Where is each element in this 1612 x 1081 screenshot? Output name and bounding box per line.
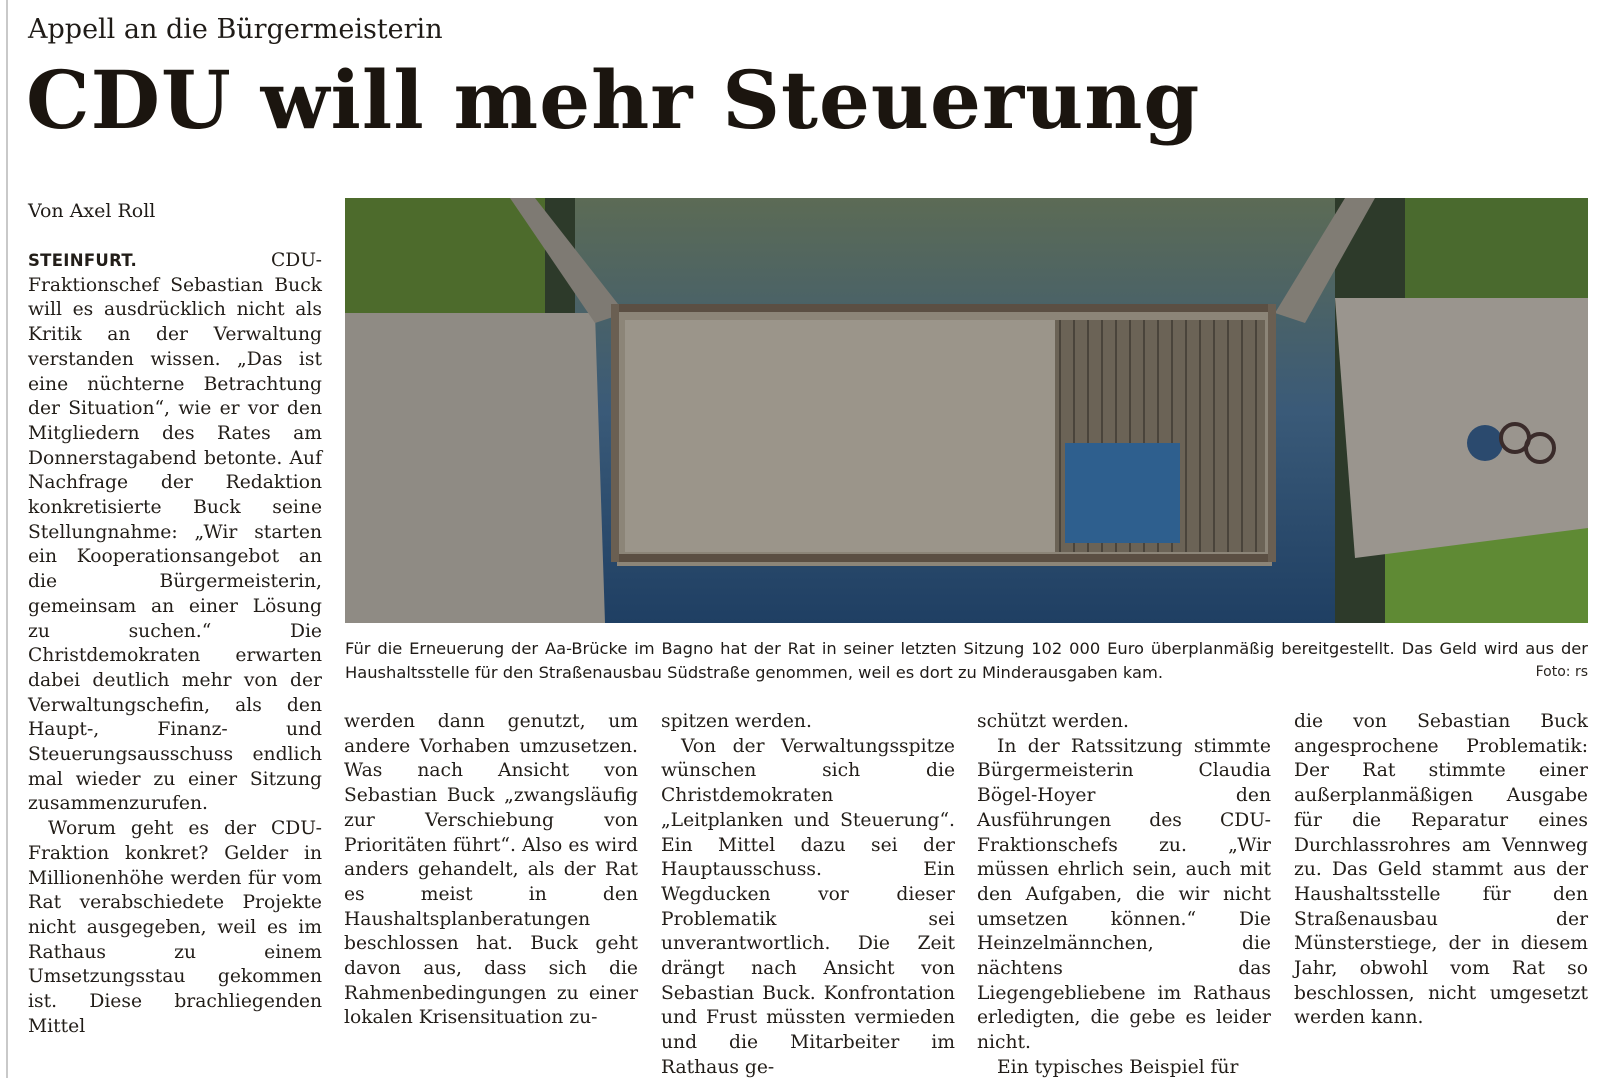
article-column-4 bbox=[977, 710, 1271, 1081]
photo-caption: Für die Erneuerung der Aa-Brücke im Bagno hat der Rat in seiner letzten Sitzung 102 000 Euro überplanmäßig bereitgestellt. Das Geld wird aus der Haushaltsstelle für den Straßenausbau Südstraße genommen, weil es dort zu Minderausgaben kam. bbox=[345, 639, 1588, 682]
paragraph bbox=[28, 249, 322, 817]
paragraph: In der Ratssitzung stimmte Bürgermeisterin Claudia Bögel-Hoyer den Ausführungen des CDU-Fraktionschefs zu. „Wir müssen ehrlich sein, auch mit den Aufgaben, die wir nicht umsetzen können.“ Die Heinzelmännchen, die nächtens das Liegengebliebene im Rathaus erledigten, die gebe es leider nicht. bbox=[977, 735, 1271, 1054]
article-column-2 bbox=[344, 710, 638, 1031]
article-column-5 bbox=[1294, 710, 1588, 1031]
paragraph: Von der Verwaltungsspitze wünschen sich die Christdemokraten „Leitplanken und Steuerung“. Ein Mittel dazu sei der Hauptausschuss. Ein Wegducken vor dieser Problematik sei unverantwortlich. Die Zeit drängt nach Ansicht von Sebastian Buck. Konfrontation und Frust müssten vermieden und die Mitarbeiter im Rathaus ge- bbox=[661, 735, 955, 1078]
bridge-aerial-photo bbox=[345, 198, 1588, 623]
article-byline: Von Axel Roll bbox=[28, 200, 156, 222]
article-column-1 bbox=[28, 249, 322, 1040]
article-column-3 bbox=[661, 710, 955, 1081]
paragraph: Ein typisches Beispiel für bbox=[997, 1056, 1239, 1078]
paragraph: spitzen werden. bbox=[661, 711, 812, 732]
paragraph: die von Sebastian Buck angesprochene Problematik: Der Rat stimmte einer außerplanmäßigen Ausgabe für die Reparatur eines Durchlassrohres am Vennweg zu. Das Geld stammt aus der Haushaltsstelle für den Straßenausbau der Münsterstiege, der in diesem Jahr, obwohl vom Rat so beschlossen, nicht umgesetzt werden kann. bbox=[1294, 711, 1588, 1029]
paragraph: werden dann genutzt, um andere Vorhaben umzusetzen. Was nach Ansicht von Sebastian Buck „zwangsläufig zur Verschiebung von Prioritäten führt“. Also es wird anders gehandelt, als der Rat es meist in den Haushaltsplanberatungen beschlossen hat. Buck geht davon aus, dass sich die Rahmenbedingungen zu einer lokalen Krisensituation zu- bbox=[344, 711, 638, 1029]
paragraph-text: CDU-Fraktionschef Sebastian Buck will es ausdrücklich nicht als Kritik an der Verwaltung verstanden wissen. „Das ist eine nüchterne Betrachtung der Situation“, wie er vor den Mitgliedern des Rates am Donnerstagabend betonte. Auf Nachfrage der Redaktion konkretisierte Buck seine Stellungnahme: „Wir starten ein Kooperationsangebot an die Bürgermeisterin, gemeinsam an einer Lösung zu suchen.“ Die Christdemokraten erwarten dabei deutlich mehr von der Verwaltungschefin, als den Haupt-, Finanz- und Steuerungsausschuss endlich mal wieder zu einer Sitzung zusammenzurufen. bbox=[28, 250, 322, 815]
paragraph: schützt werden. bbox=[977, 711, 1129, 732]
page-edge-rule bbox=[6, 0, 8, 1078]
paragraph: Worum geht es der CDU-Fraktion konkret? Gelder in Millionenhöhe werden für vom Rat verabschiedete Projekte nicht ausgegeben, weil es im Rathaus zu einem Umsetzungsstau gekommen ist. Diese brachliegenden Mittel bbox=[28, 818, 322, 1037]
article-headline: CDU will mehr Steuerung bbox=[26, 53, 1201, 147]
article-kicker: Appell an die Bürgermeisterin bbox=[28, 14, 443, 45]
dateline: STEINFURT. bbox=[28, 251, 138, 270]
photo-credit: Foto: rs bbox=[1535, 664, 1588, 680]
